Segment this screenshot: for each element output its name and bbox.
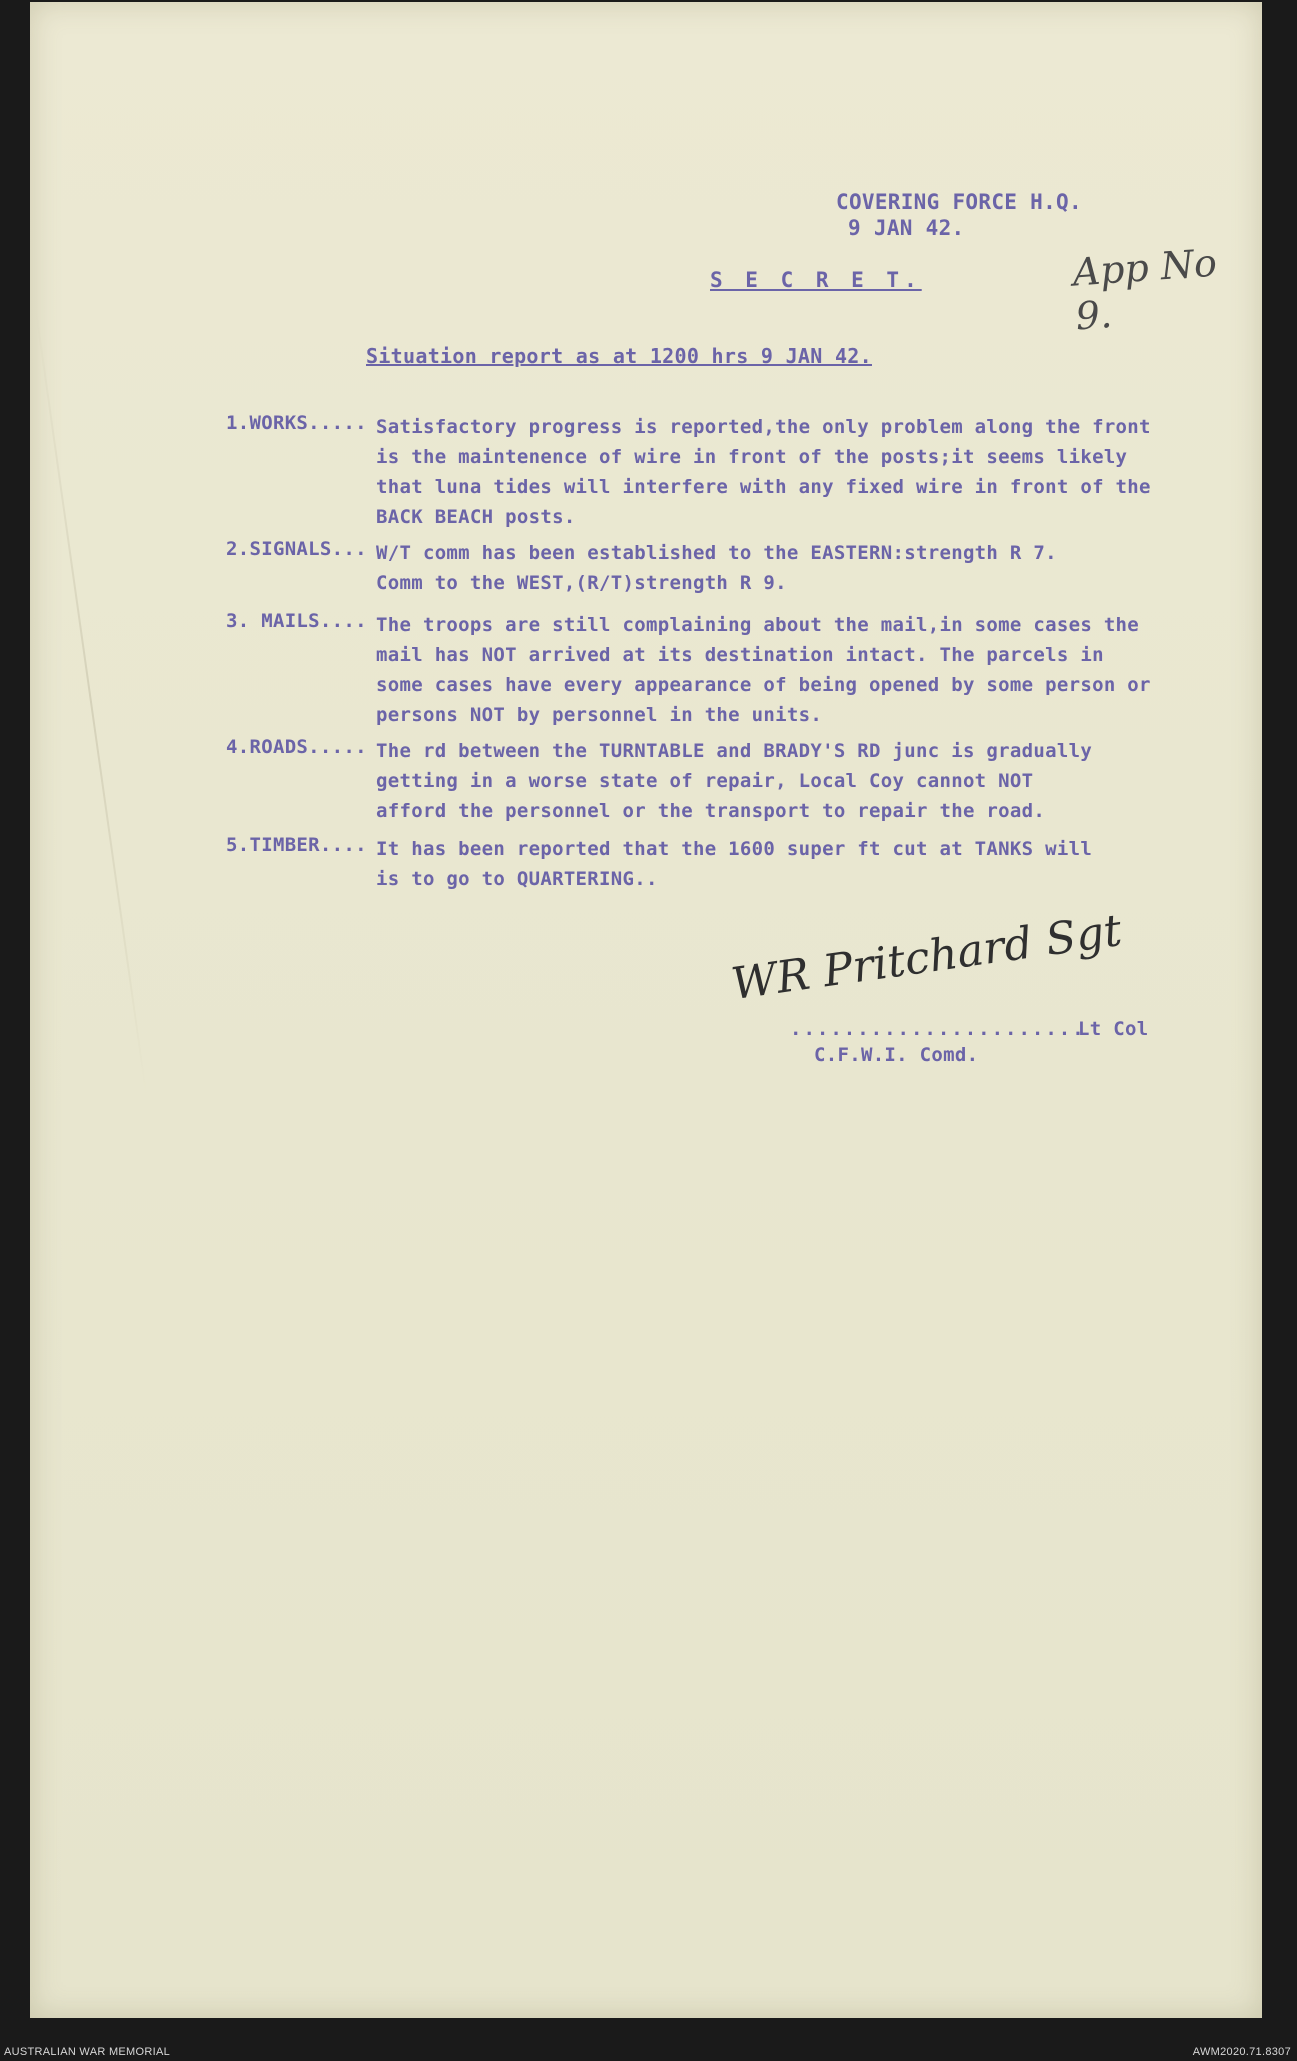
item-label: 2.SIGNALS...	[226, 538, 367, 560]
item-text	[376, 736, 1092, 826]
paper-fold	[34, 306, 147, 1098]
signature-role: C.F.W.I. Comd.	[814, 1044, 979, 1066]
signature-dots: ......................	[790, 1018, 1086, 1040]
item-line: BACK BEACH posts.	[376, 506, 576, 528]
item-line: some cases have every appearance of being opened by some person or	[376, 674, 1151, 696]
item-line: It has been reported that the 1600 super ft cut at TANKS will	[376, 838, 1093, 860]
item-text	[376, 538, 1057, 598]
item-line: The troops are still complaining about the mail,in some cases the	[376, 614, 1140, 636]
item-line: that luna tides will interfere with any fixed wire in front of the	[376, 476, 1151, 498]
header-date: 9 JAN 42.	[848, 216, 965, 240]
signature-image: WR Pritchard Sgt	[728, 904, 1125, 1011]
item-text	[376, 834, 1092, 894]
item-label: 5.TIMBER....	[226, 834, 367, 856]
item-label: 3. MAILS....	[226, 610, 367, 632]
header-location: COVERING FORCE H.Q.	[836, 190, 1082, 214]
item-line: Satisfactory progress is reported,the only problem along the front	[376, 416, 1151, 438]
item-line: Comm to the WEST,(R/T)strength R 9.	[376, 572, 787, 594]
item-line: mail has NOT arrived at its destination intact. The parcels in	[376, 644, 1104, 666]
item-label: 4.ROADS.....	[226, 736, 367, 758]
item-line: persons NOT by personnel in the units.	[376, 704, 823, 726]
document-page	[30, 2, 1262, 2018]
item-line: W/T comm has been established to the EASTERN:strength R 7.	[376, 542, 1057, 564]
item-line: getting in a worse state of repair, Local Coy cannot NOT	[376, 770, 1034, 792]
footer-right: AWM2020.71.8307	[1192, 2046, 1291, 2058]
appendix-annotation: App No 9.	[1071, 240, 1219, 339]
item-text	[376, 412, 1151, 532]
classification: S E C R E T.	[710, 268, 922, 292]
footer-left: AUSTRALIAN WAR MEMORIAL	[4, 2046, 171, 2058]
item-line: is the maintenence of wire in front of the posts;it seems likely	[376, 446, 1128, 468]
report-title: Situation report as at 1200 hrs 9 JAN 42.	[366, 344, 872, 368]
item-line: afford the personnel or the transport to repair the road.	[376, 800, 1046, 822]
item-label: 1.WORKS.....	[226, 412, 367, 434]
signature-rank: Lt Col	[1078, 1018, 1149, 1040]
item-line: The rd between the TURNTABLE and BRADY'S RD junc is gradually	[376, 740, 1093, 762]
item-line: is to go to QUARTERING..	[376, 868, 658, 890]
item-text	[376, 610, 1151, 730]
